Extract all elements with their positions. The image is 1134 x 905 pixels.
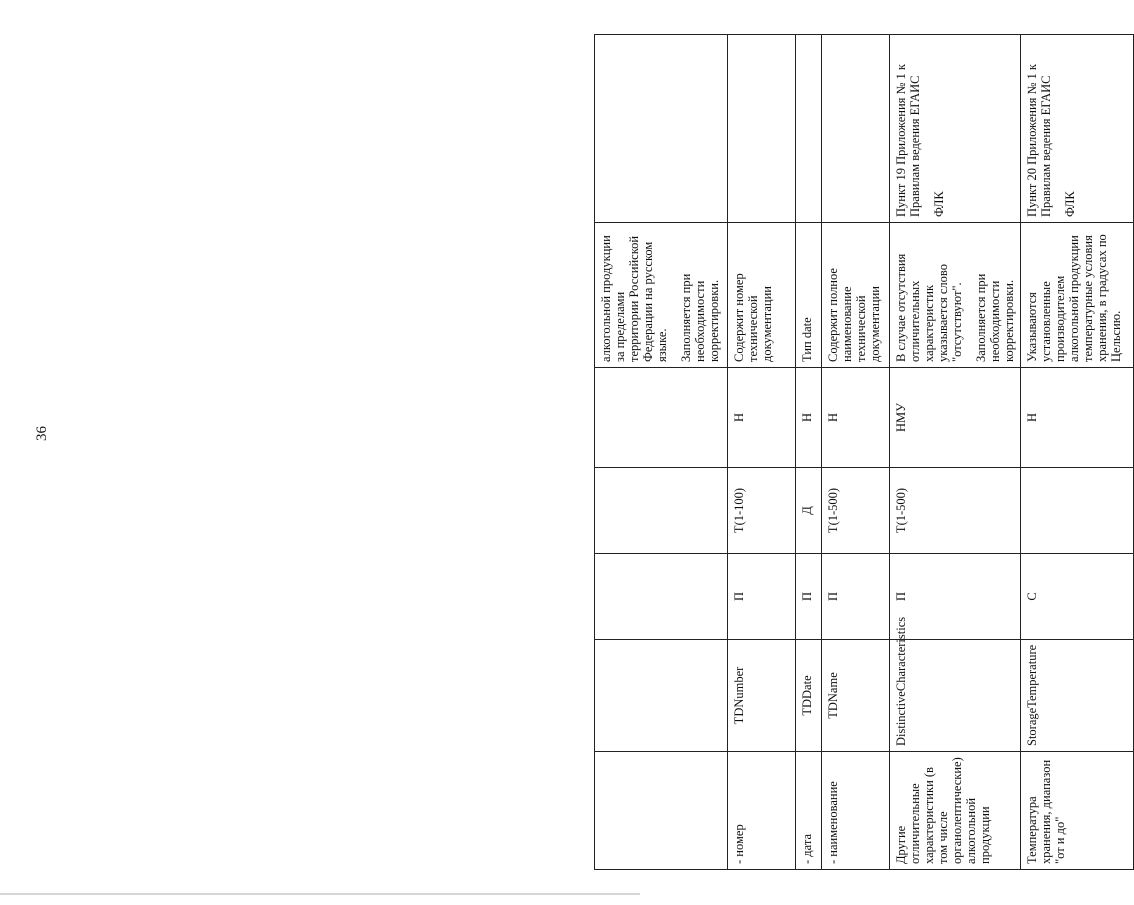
cell-name: Температура хранения, диапазон "от и до": [1021, 752, 1134, 870]
cell-name: [595, 752, 728, 870]
cell-field: TDName: [822, 640, 890, 752]
cell-mult: Н: [822, 368, 890, 468]
scan-edge-line: [0, 893, 640, 895]
cell-desc: [796, 223, 822, 368]
cell-field: DistinctiveCharacteristics: [890, 640, 1021, 752]
cell-req: П: [796, 554, 822, 640]
cell-desc: [1021, 223, 1134, 368]
cell-type: Д: [796, 468, 822, 554]
cell-req: П: [890, 554, 1021, 640]
cell-desc-paragraph: В случае отсутствия отличительных характеристик указывается слово "отсутствуют".: [894, 253, 964, 362]
cell-name: - дата: [796, 752, 822, 870]
table-row: [796, 35, 822, 870]
cell-desc: [890, 223, 1021, 368]
table-row: [822, 35, 890, 870]
cell-mult: Н: [1021, 368, 1134, 468]
cell-desc: [728, 223, 796, 368]
cell-desc: [822, 223, 890, 368]
cell-desc-paragraph: Указываются установленные производителем алкогольной продукции температурные условия хранения, в градусах по Цельсию.: [1025, 234, 1123, 362]
cell-field: [595, 640, 728, 752]
table-body: [595, 35, 1134, 870]
cell-name: - номер: [728, 752, 796, 870]
cell-desc-paragraph: Содержит полное наименование технической документации: [826, 268, 882, 362]
table-row: [890, 35, 1021, 870]
requirements-table: [594, 34, 1134, 870]
cell-mult: [595, 368, 728, 468]
cell-mult: НМУ: [890, 368, 1021, 468]
cell-ref-paragraph: Пункт 19 Приложения № 1 к Правилам ведения ЕГАИС: [894, 63, 922, 217]
cell-ref: [890, 35, 1021, 223]
cell-mult: Н: [728, 368, 796, 468]
cell-desc-paragraph: Заполняется при необходимости корректировки.: [974, 273, 1016, 362]
table-row: [1021, 35, 1134, 870]
cell-ref-paragraph: Пункт 20 Приложения № 1 к Правилам ведения ЕГАИС: [1025, 63, 1053, 217]
cell-type: Т(1-500): [890, 468, 1021, 554]
cell-ref-paragraph: ФЛК: [932, 191, 946, 217]
cell-type: Т(1-100): [728, 468, 796, 554]
cell-type: [1021, 468, 1134, 554]
cell-ref-paragraph: ФЛК: [1063, 191, 1077, 217]
cell-ref: [796, 35, 822, 223]
cell-desc-paragraph: Содержит номер технической документации: [732, 273, 774, 362]
cell-desc: [595, 223, 728, 368]
page-number: 36: [34, 426, 50, 441]
cell-req: П: [728, 554, 796, 640]
table-row: [595, 35, 728, 870]
cell-name: Другие отличительные характеристики (в том числе органолептические) алкогольной продукции: [890, 752, 1021, 870]
cell-ref: [595, 35, 728, 223]
cell-desc-paragraph: Заполняется при необходимости корректировки.: [679, 273, 721, 362]
cell-desc-paragraph: алкогольной продукции за пределами территории Российской Федерации на русском языке.: [599, 235, 669, 362]
cell-mult: Н: [796, 368, 822, 468]
cell-field: TDNumber: [728, 640, 796, 752]
table-row: [728, 35, 796, 870]
cell-req: [595, 554, 728, 640]
cell-type: Т(1-500): [822, 468, 890, 554]
cell-ref: [1021, 35, 1134, 223]
cell-ref: [822, 35, 890, 223]
cell-name: - наименование: [822, 752, 890, 870]
cell-field: TDDate: [796, 640, 822, 752]
cell-desc-paragraph: Тип date: [800, 317, 814, 362]
cell-req: С: [1021, 554, 1134, 640]
cell-type: [595, 468, 728, 554]
cell-ref: [728, 35, 796, 223]
cell-req: П: [822, 554, 890, 640]
cell-field: StorageTemperature: [1021, 640, 1134, 752]
rotated-table-wrapper: [594, 35, 1129, 870]
